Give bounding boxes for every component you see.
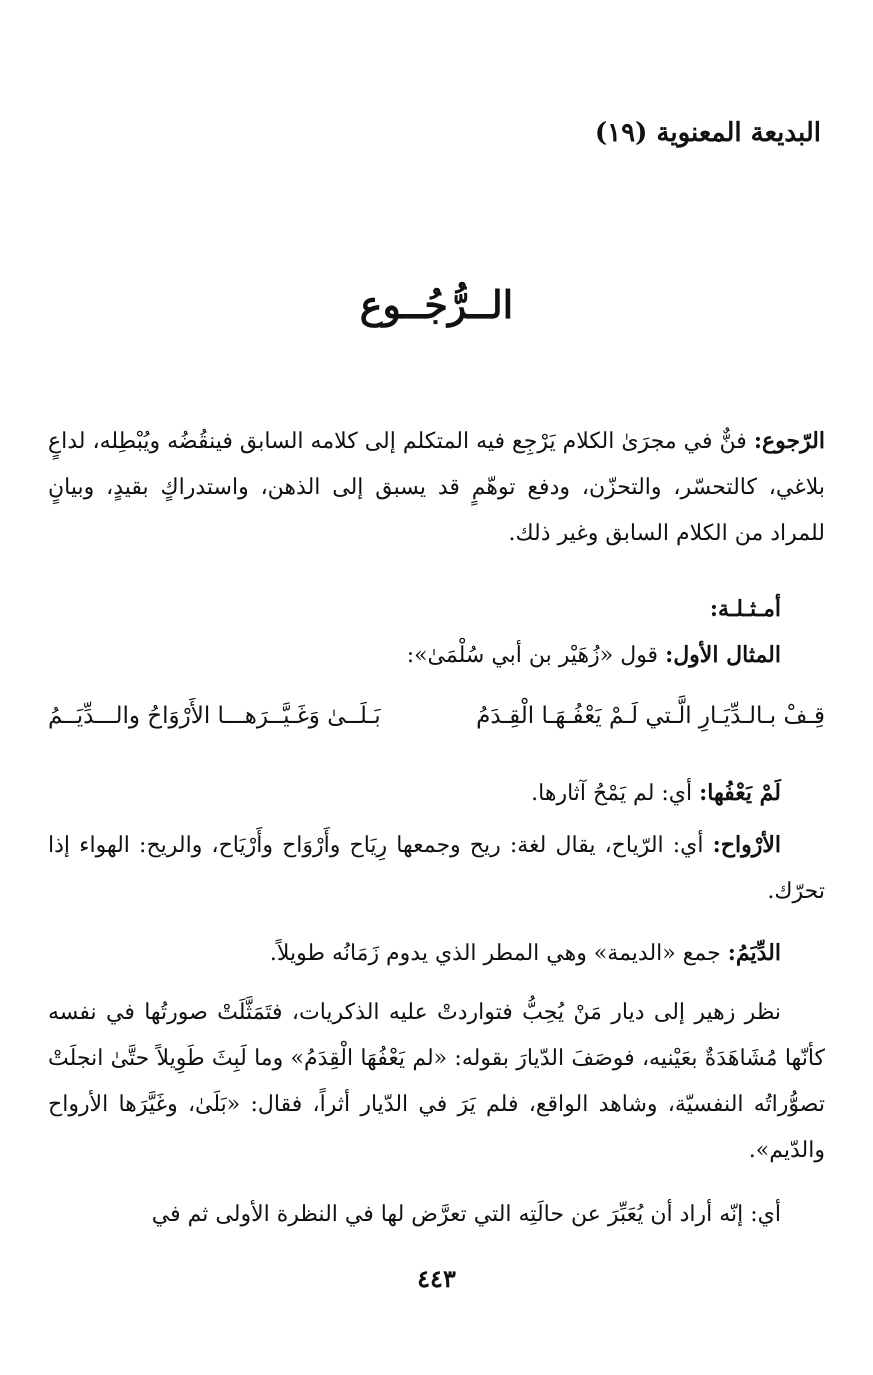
poetry-verse xyxy=(48,692,825,740)
definition-text: فنٌّ في مجرَىٰ الكلام يَرْجِع فيه المتكلم إلى كلامه السابق فينقُضُه ويُبْطِله، لداعٍ بلاغي، كالتحسّر، والتحزّن، ودفع توهّمٍ قد يسبق إلى الذهن، واستدراكٍ بقيدٍ، وبيانٍ للمراد من الكلام السابق وغير ذلك. xyxy=(48,429,825,546)
gloss-term: الأرْواح: xyxy=(712,832,781,858)
gloss-entry xyxy=(48,930,825,977)
body-paragraph: أي: إنّه أراد أن يُعَبِّرَ عن حالَتِه التي تعرَّض لها في النظرة الأولى ثم في xyxy=(151,1202,781,1227)
example-1-intro xyxy=(48,632,825,679)
gloss-text: جمع «الديمة» وهي المطر الذي يدوم زَمَانُه طويلاً. xyxy=(269,941,721,966)
page-number: ٤٤٣ xyxy=(417,1264,456,1293)
verse-first-hemistich: قِـفْ بـالـدِّيَـارِ الَّـتي لَـمْ يَعْفُـهَـا الْقِـدَمُ xyxy=(476,703,825,729)
example-1-label: المثال الأول: xyxy=(665,642,781,668)
gloss-entry xyxy=(48,822,825,915)
body-paragraph: نظر زهير إلى ديار مَنْ يُحِبُّ فتواردتْ عليه الذكريات، فتَمَثَّلَتْ صورتُها في نفسه كأنّها مُشَاهَدَةٌ بعَيْنيه، فوصَفَ الدّيارَ بقوله: «لم يَعْفُهَا الْقِدَمُ» وما لَبِثَ طَوِيلاً حتَّىٰ انجلَتْ تصوُّراتُه النفسيّة، وشاهد الواقع، فلم يَرَ في الدّيار أثراً، فقال: «بَلَىٰ، وغَيَّرَها الأرواح والدّيم». xyxy=(48,1000,825,1163)
example-1-text: قول «زُهَيْر بن أبي سُلْمَىٰ»: xyxy=(406,643,659,668)
gloss-entry xyxy=(48,770,825,817)
gloss-text: أي: لم يَمْحُ آثارها. xyxy=(531,781,693,806)
verse-second-hemistich: بَـلَــىٰ وَغَـيَّــرَهـــا الأَرْوَاحُ والـــدِّيَــمُ xyxy=(48,703,381,729)
gloss-term: الدِّيَمُ: xyxy=(727,940,781,966)
examples-heading: أمـثـلـة: xyxy=(709,596,781,622)
section-title: الــرُّجُــوع xyxy=(359,282,514,327)
definition-label: الرّجوع: xyxy=(753,428,825,454)
gloss-term: لَمْ يَعْفُها: xyxy=(699,780,781,806)
gloss-text: أي: الرّياح، يقال لغة: ريح وجمعها رِيَاح وأَرْوَاح وأَرْيَاح، والريح: الهواء إذا تحرّك. xyxy=(48,833,825,904)
running-header: البديعة المعنوية (١٩) xyxy=(594,118,821,148)
definition-paragraph xyxy=(48,418,825,557)
